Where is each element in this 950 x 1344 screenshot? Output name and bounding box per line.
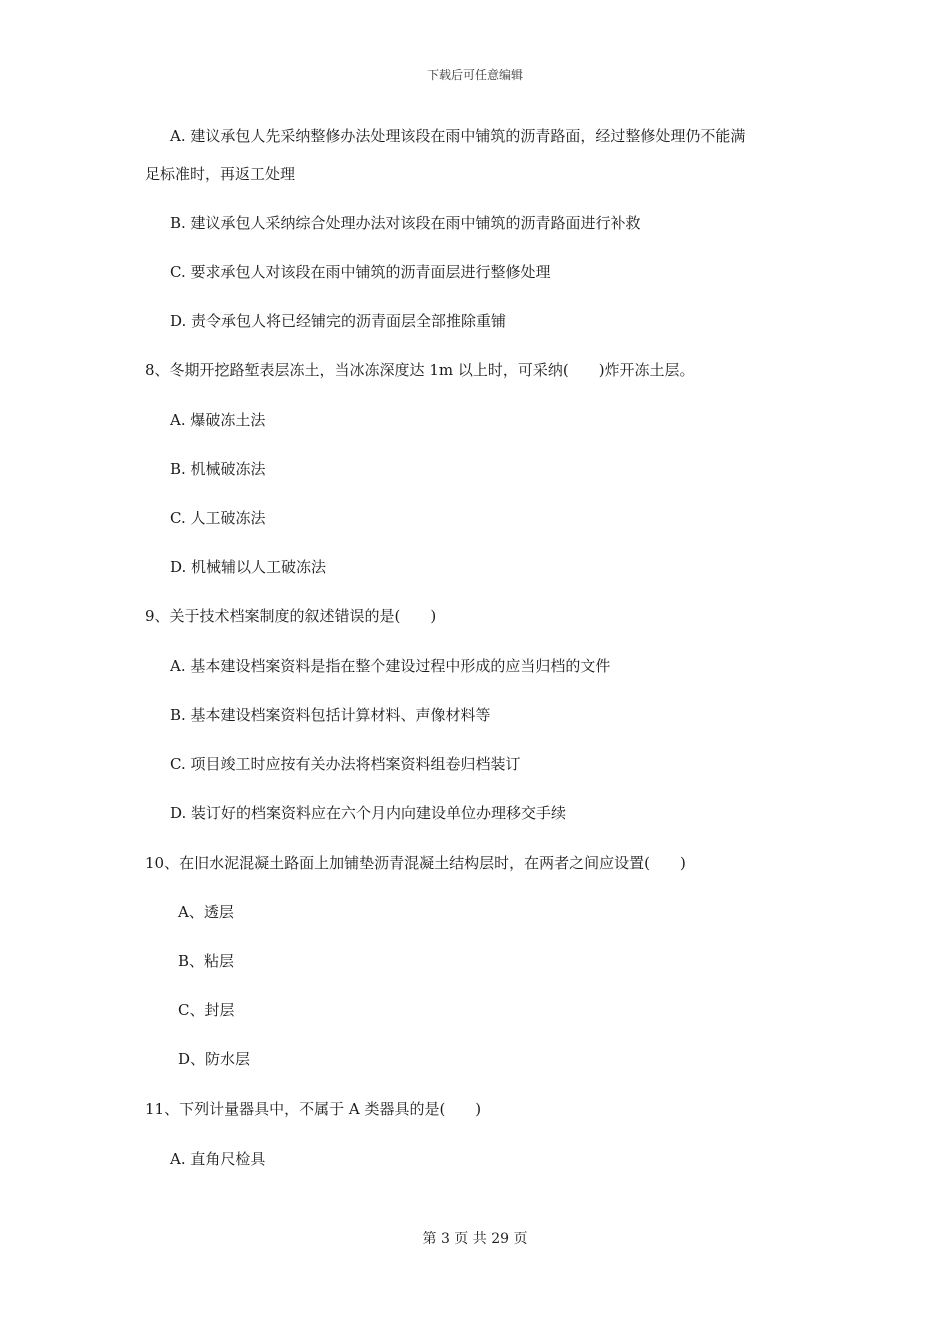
q10-option-a: A、透层: [178, 903, 234, 921]
q10-option-b: B、粘层: [178, 952, 235, 970]
header-note: 下载后可任意编辑: [426, 68, 523, 82]
q11-option-a: A. 直角尺检具: [170, 1150, 266, 1168]
q7-option-d: D. 责令承包人将已经铺完的沥青面层全部推除重铺: [170, 312, 507, 330]
q9-option-c: C. 项目竣工时应按有关办法将档案资料组卷归档装订: [170, 755, 521, 773]
q10-question: 10、在旧水泥混凝土路面上加铺垫沥青混凝土结构层时，在两者之间应设置( ): [145, 854, 686, 872]
q8-question: 8、冬期开挖路堑表层冻土，当冰冻深度达 1m 以上时，可采纳( )炸开冻土层。: [145, 361, 695, 379]
q10-option-d: D、防水层: [178, 1050, 251, 1068]
q7-option-c: C. 要求承包人对该段在雨中铺筑的沥青面层进行整修处理: [170, 263, 551, 281]
q10-option-c: C、封层: [178, 1001, 235, 1019]
q7-option-b: B. 建议承包人采纳综合处理办法对该段在雨中铺筑的沥青路面进行补救: [170, 214, 641, 232]
q7-option-a-line1: A. 建议承包人先采纳整修办法处理该段在雨中铺筑的沥青路面，经过整修处理仍不能满: [170, 127, 746, 145]
q9-option-d: D. 装订好的档案资料应在六个月内向建设单位办理移交手续: [170, 804, 567, 822]
q8-option-a: A. 爆破冻土法: [170, 411, 266, 429]
q9-question: 9、关于技术档案制度的叙述错误的是( ): [145, 607, 437, 625]
q9-option-b: B. 基本建设档案资料包括计算材料、声像材料等: [170, 706, 491, 724]
q7-option-a-line2: 足标准时，再返工处理: [145, 165, 296, 183]
q8-option-c: C. 人工破冻法: [170, 509, 266, 527]
q9-option-a: A. 基本建设档案资料是指在整个建设过程中形成的应当归档的文件: [170, 657, 611, 675]
page-number-footer: 第 3 页 共 29 页: [422, 1231, 528, 1247]
q8-option-d: D. 机械辅以人工破冻法: [170, 558, 327, 576]
q8-option-b: B. 机械破冻法: [170, 460, 266, 478]
q11-question: 11、下列计量器具中，不属于 A 类器具的是( ): [145, 1100, 482, 1118]
